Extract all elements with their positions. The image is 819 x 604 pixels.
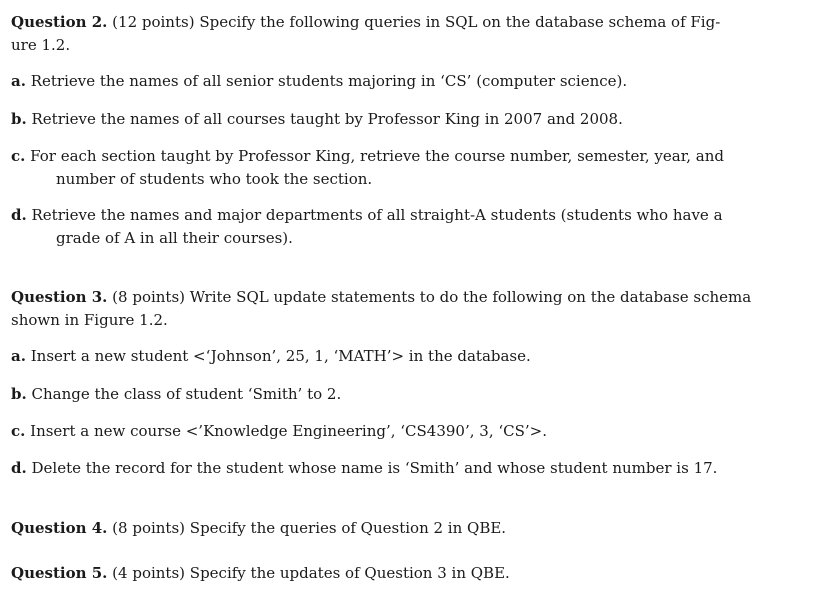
q5-line — [11, 562, 510, 584]
q2-item-b — [11, 108, 623, 130]
item-label: b. — [11, 110, 27, 128]
q4-text: Specify the queries of Question 2 in QBE. — [189, 519, 507, 537]
item-label: a. — [11, 347, 26, 365]
q2-item-a — [11, 70, 627, 92]
item-text: Insert a new course <’Knowledge Engineering’, ‘CS4390’, 3, ‘CS’>. — [30, 422, 547, 440]
q3-heading: Question 3. — [11, 288, 108, 306]
q2-item-d-cont: grade of A in all their courses). — [56, 229, 293, 247]
item-text: Delete the record for the student whose name is ‘Smith’ and whose student number is 17. — [31, 459, 718, 477]
item-text: Retrieve the names of all senior students majoring in ‘CS’ (computer science). — [30, 72, 628, 90]
q5-text: Specify the updates of Question 3 in QBE. — [189, 564, 510, 582]
item-label: a. — [11, 72, 26, 90]
q2-item-d — [11, 204, 723, 226]
item-label: b. — [11, 385, 27, 403]
item-text: Change the class of student ‘Smith’ to 2. — [31, 385, 342, 403]
q4-line — [11, 517, 506, 539]
q2-heading-line — [11, 11, 720, 33]
q3-item-a — [11, 345, 531, 367]
item-text: Retrieve the names and major departments of all straight-A students (students who have a — [31, 206, 723, 224]
q5-points: (4 points) — [112, 564, 186, 582]
item-text: Retrieve the names of all courses taught by Professor King in 2007 and 2008. — [31, 110, 623, 128]
q2-item-c-cont: number of students who took the section. — [56, 170, 373, 188]
q2-item-c — [11, 145, 724, 167]
q3-points: (8 points) — [112, 288, 186, 306]
q3-heading-line — [11, 286, 751, 308]
item-text: For each section taught by Professor King, retrieve the course number, semester, year, and — [30, 147, 724, 165]
item-label: d. — [11, 459, 27, 477]
q3-item-b — [11, 383, 341, 405]
q2-points: (12 points) — [112, 13, 195, 31]
q4-points: (8 points) — [112, 519, 186, 537]
q3-text-line1: Write SQL update statements to do the following on the database schema — [189, 288, 752, 306]
q5-heading: Question 5. — [11, 564, 108, 582]
item-text: Insert a new student <‘Johnson’, 25, 1, ‘MATH’> in the database. — [30, 347, 531, 365]
q4-heading: Question 4. — [11, 519, 108, 537]
item-label: c. — [11, 147, 26, 165]
q2-text-line1: Specify the following queries in SQL on the database schema of Fig- — [199, 13, 721, 31]
q3-item-c — [11, 420, 547, 442]
q3-item-d — [11, 457, 717, 479]
q2-text-line2: ure 1.2. — [11, 36, 71, 54]
q3-text-line2: shown in Figure 1.2. — [11, 311, 168, 329]
item-label: d. — [11, 206, 27, 224]
q2-heading: Question 2. — [11, 13, 108, 31]
item-label: c. — [11, 422, 26, 440]
